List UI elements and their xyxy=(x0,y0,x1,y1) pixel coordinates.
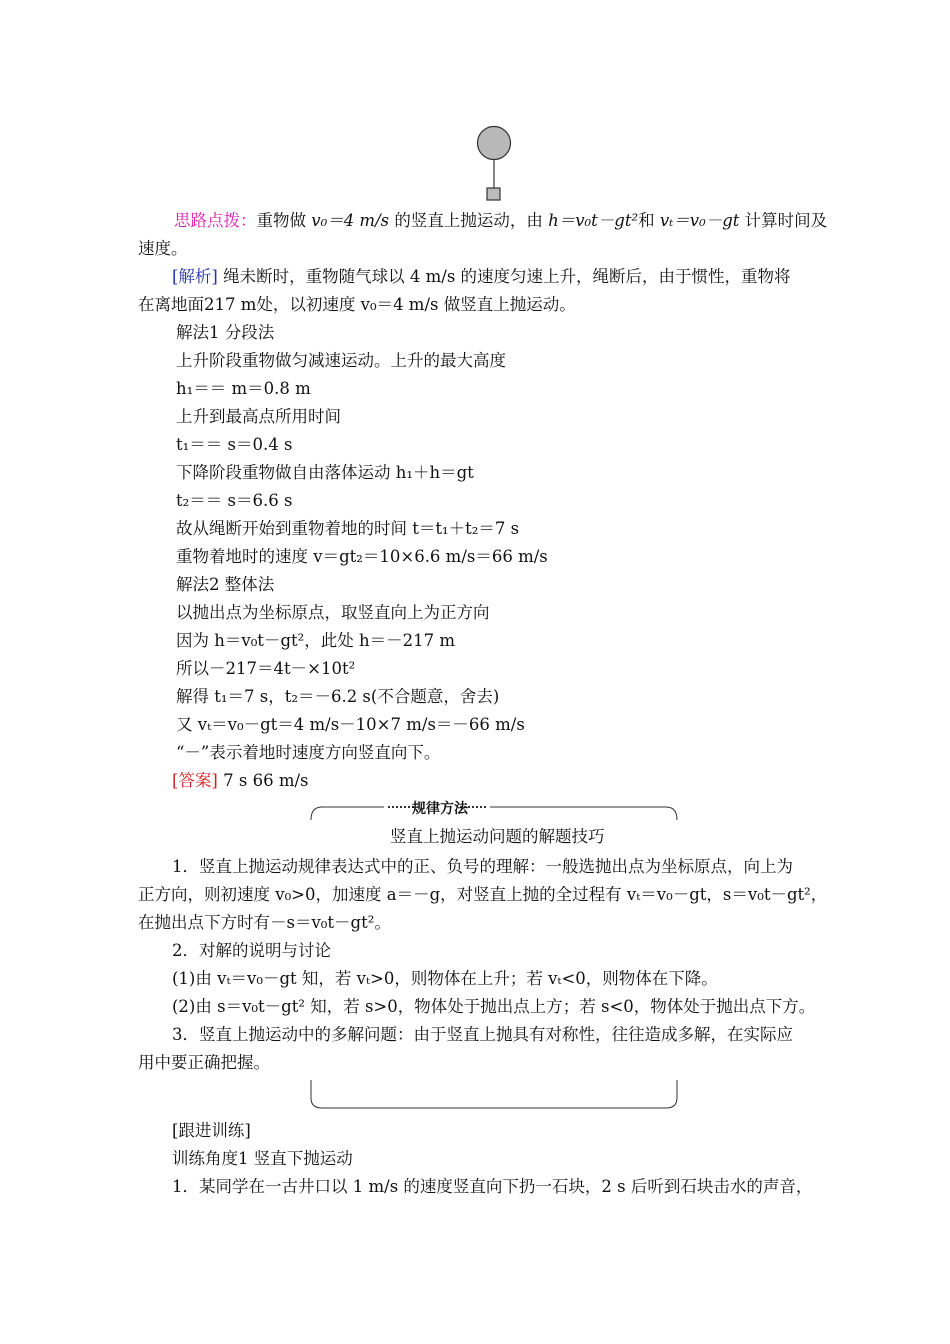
answer-line xyxy=(172,770,309,792)
hint-text-a: 重物做 xyxy=(256,211,312,230)
hint-text-b: 的竖直上抛运动，由 xyxy=(389,211,549,230)
method2-line-1: 以抛出点为坐标原点，取竖直向上为正方向 xyxy=(176,603,490,622)
hint-eq-v: vₜ＝v₀－gt xyxy=(659,211,740,230)
hint-v0: v₀＝4 m/s xyxy=(311,211,390,230)
method1-line-1: 上升阶段重物做匀减速运动。上升的最大高度 xyxy=(176,351,506,370)
method2-line-2: 因为 h＝v₀t－gt²，此处 h＝－217 m xyxy=(176,631,456,650)
method1-line-6: t₂＝＝ s＝6.6 s xyxy=(176,491,293,510)
hint-line-1 xyxy=(174,210,827,232)
answer-text: 7 s 66 m/s xyxy=(217,771,309,790)
method1-line-2: h₁＝＝ m＝0.8 m xyxy=(176,379,311,398)
technique-title: 竖直上抛运动问题的解题技巧 xyxy=(390,827,605,846)
method2-line-4: 解得 t₁＝7 s，t₂＝－6.2 s(不合题意，舍去) xyxy=(176,687,500,706)
hint-label: 思路点拨： xyxy=(174,211,257,230)
technique-p1-line-3: 在抛出点下方时有－s＝v₀t－gt²。 xyxy=(138,913,391,932)
balloon-figure xyxy=(470,120,520,202)
technique-frame-bottom xyxy=(308,1078,680,1112)
followup-angle: 训练角度1 竖直下抛运动 xyxy=(172,1149,353,1168)
method1-line-5: 下降阶段重物做自由落体运动 h₁＋h＝gt xyxy=(176,463,474,482)
method2-line-5: 又 vₜ＝v₀－gt＝4 m/s－10×7 m/s＝－66 m/s xyxy=(176,715,525,734)
method1-line-7: 故从绳断开始到重物着地的时间 t＝t₁＋t₂＝7 s xyxy=(176,519,520,538)
method1-line-4: t₁＝＝ s＝0.4 s xyxy=(176,435,293,454)
method1-title: 解法1 分段法 xyxy=(176,323,275,342)
analysis-line-2: 在离地面217 m处，以初速度 v₀＝4 m/s 做竖直上抛运动。 xyxy=(138,295,576,314)
hint-eq-h: h＝v₀t－gt² xyxy=(548,211,639,230)
technique-box-bottom xyxy=(308,1078,680,1112)
analysis-line-1 xyxy=(172,266,791,288)
technique-p3-line-1: 3．竖直上抛运动中的多解问题：由于竖直上抛具有对称性，往往造成多解，在实际应 xyxy=(172,1025,793,1044)
method1-line-3: 上升到最高点所用时间 xyxy=(176,407,341,426)
hint-text-d: 计算时间及 xyxy=(739,211,828,230)
followup-title: [跟进训练] xyxy=(172,1121,251,1140)
method2-title: 解法2 整体法 xyxy=(176,575,275,594)
technique-p1-line-2: 正方向，则初速度 v₀>0，加速度 a＝－g，对竖直上抛的全过程有 vₜ＝v₀－gt，s＝v₀t－gt²， xyxy=(138,885,828,904)
technique-p1-line-1: 1．竖直上抛运动规律表达式中的正、负号的理解：一般选抛出点为坐标原点，向上为 xyxy=(172,857,793,876)
technique-badge: 规律方法 xyxy=(412,801,468,817)
analysis-tag: [解析] xyxy=(172,267,218,286)
hint-line-2: 速度。 xyxy=(138,239,188,258)
technique-p2-title: 2．对解的说明与讨论 xyxy=(172,941,331,960)
weight-icon xyxy=(487,188,500,200)
balloon-icon xyxy=(478,127,511,160)
method2-line-6: “－”表示着地时速度方向竖直向下。 xyxy=(176,743,441,762)
technique-box-top xyxy=(308,802,680,822)
technique-p3-line-2: 用中要正确把握。 xyxy=(138,1053,270,1072)
method2-line-3: 所以－217＝4t－×10t² xyxy=(176,659,356,678)
analysis-text-1: 绳未断时，重物随气球以 4 m/s 的速度匀速上升，绳断后，由于惯性，重物将 xyxy=(217,267,791,286)
hint-text-c: 和 xyxy=(638,211,660,230)
answer-tag: [答案] xyxy=(172,771,218,790)
technique-p2-line-2: (2)由 s＝v₀t－gt² 知，若 s>0，物体处于抛出点上方；若 s<0，物体处于抛出点下方。 xyxy=(172,997,816,1016)
followup-question-1: 1．某同学在一古井口以 1 m/s 的速度竖直向下扔一石块，2 s 后听到石块击水的声音， xyxy=(172,1177,813,1196)
method1-line-8: 重物着地时的速度 v＝gt₂＝10×6.6 m/s＝66 m/s xyxy=(176,547,548,566)
technique-p2-line-1: (1)由 vₜ＝v₀－gt 知，若 vₜ>0，则物体在上升；若 vₜ<0，则物体在下降。 xyxy=(172,969,718,988)
